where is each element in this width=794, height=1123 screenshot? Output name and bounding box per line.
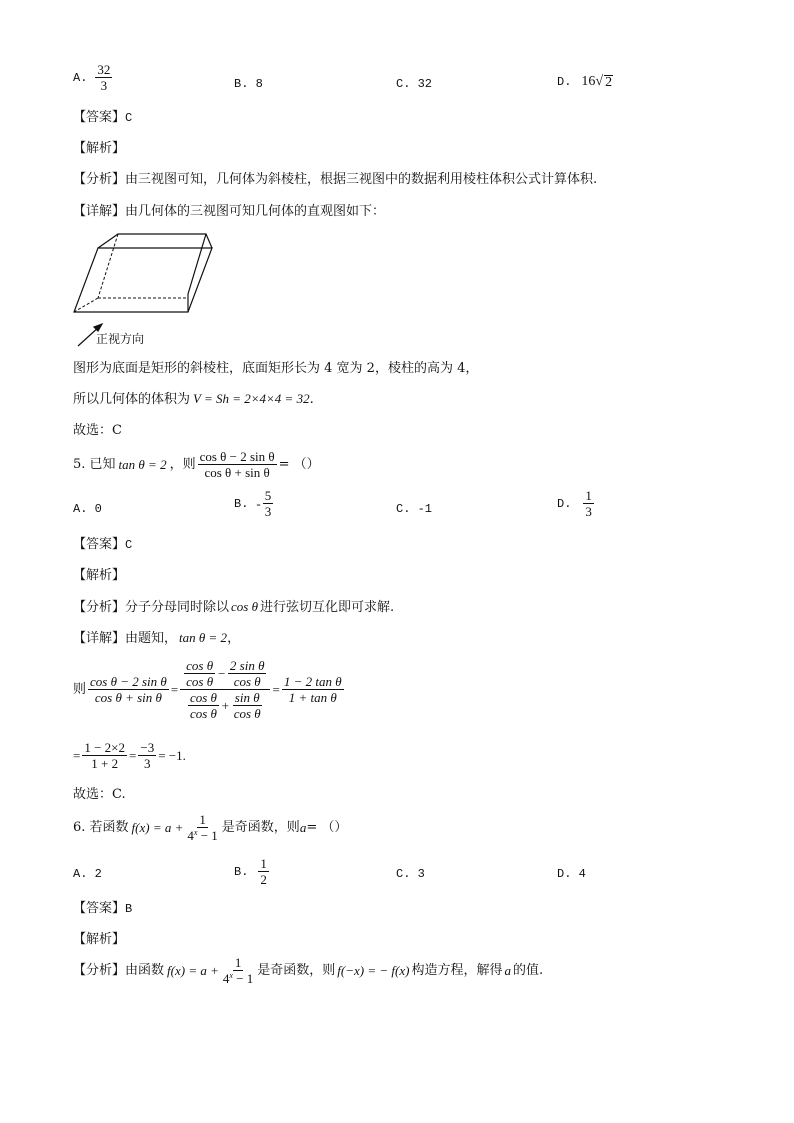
- q5-stem-fraction: $\frac{\text{cos θ − 2 sin θ}}{\text{cos θ + sin θ}}$: [199, 449, 275, 480]
- q6-option-c: C. 3: [396, 867, 425, 881]
- q6-answer: 【答案】B: [73, 901, 133, 916]
- q5-option-b: B. - $\frac{5}{3}$: [234, 488, 272, 519]
- q6-analysis-heading: 【解析】: [73, 932, 126, 947]
- q4-option-c: C. 32: [396, 77, 433, 91]
- compound-fraction: $\frac{\text{cos θ}}{\text{cos θ}}$ − $\frac{\text{2 sin θ}}{\text{cos θ}}$ $\frac{\text{cos θ}}{\text{cos θ}}$ + $\frac{\text{sin θ}}{\text{cos θ}}$: [180, 658, 270, 721]
- q5-option-c: C. -1: [396, 502, 433, 516]
- prism-hidden-edge-3: [74, 298, 98, 312]
- figure-label: 正视方向: [96, 332, 145, 346]
- q5-stem: 5. 已知 tan θ = 2 ，则 $\frac{\text{cos θ − 2 sin θ}}{\text{cos θ + sin θ}}$ = （）: [73, 449, 320, 480]
- q4-fenxi: 【分析】由三视图可知，几何体为斜棱柱，根据三视图中的数据利用棱柱体积公式计算体积.: [73, 172, 598, 187]
- q4-line2: 所以几何体的体积为 V = Sh = 2×4×4 = 32.: [73, 391, 314, 407]
- q6-option-b: B. $\frac{1}{2}$: [234, 856, 267, 887]
- prism-right-back-edge: [188, 234, 206, 294]
- q6-option-a: A. 2: [73, 867, 102, 881]
- q4-option-a: A. $\frac{32}{3}$: [73, 62, 111, 93]
- sqrt-symbol: √: [595, 74, 604, 89]
- prism-hidden-edge-1: [98, 234, 118, 298]
- q4-answer: 【答案】C: [73, 110, 133, 125]
- q6-stem: 6. 若函数 f(x) = a + $\frac{1}{4^x - 1}$ 是奇函数，则 a = （）: [73, 812, 348, 843]
- q5-choose: 故选：C.: [73, 787, 126, 802]
- q5-option-d: D. $\frac{1}{3}$: [557, 488, 592, 519]
- q5-option-a: A. 0: [73, 502, 102, 516]
- q5-result: = $\frac{1 - 2\times 2}{1 + 2}$ = $\frac{-3}{3}$ = −1.: [73, 740, 186, 771]
- q5-derivation: 则 $\frac{\text{cos θ − 2 sin θ}}{\text{cos θ + sin θ}}$ = $\frac{\text{cos θ}}{\text{cos θ}}$ − $\frac{\text{2 sin θ}}{\text{cos θ}}$ $\frac{\text{cos θ}}{\text{cos θ}}$ + $\frac{\text{sin θ}}{\text{cos θ}}$ = $\frac{\text{1 − 2 tan θ}}{\text{1 + tan θ}}$: [73, 658, 342, 721]
- q5-analysis-heading: 【解析】: [73, 568, 126, 583]
- q4-analysis-heading: 【解析】: [73, 141, 126, 156]
- q4-xiangjie: 【详解】由几何体的三视图可知几何体的直观图如下：: [73, 204, 386, 219]
- q4-choose: 故选：C: [73, 423, 122, 438]
- q4-option-b: B. 8: [234, 77, 263, 91]
- q5-answer: 【答案】C: [73, 537, 133, 552]
- prism-front-edge: [74, 248, 212, 312]
- q4-line1: 图形为底面是矩形的斜棱柱，底面矩形长为 4 宽为 2，棱柱的高为 4，: [73, 361, 479, 376]
- q6-fenxi: 【分析】 由函数 f(x) = a + $\frac{1}{4^x - 1}$ 是奇函数，则 f(−x) = − f(x) 构造方程，解得 a 的值.: [73, 955, 544, 986]
- q5-fenxi: 【分析】分子分母同时除以 cos θ 进行弦切互化即可求解.: [73, 599, 395, 615]
- q5-xiangjie: 【详解】由题知， tan θ = 2，: [73, 630, 241, 646]
- q4-option-d: D. 16 √ 2: [557, 74, 613, 90]
- prism-top-edge: [98, 234, 212, 248]
- q6-option-d: D. 4: [557, 867, 586, 881]
- q4-option-a-fraction: $\frac{32}{3}$: [97, 62, 111, 93]
